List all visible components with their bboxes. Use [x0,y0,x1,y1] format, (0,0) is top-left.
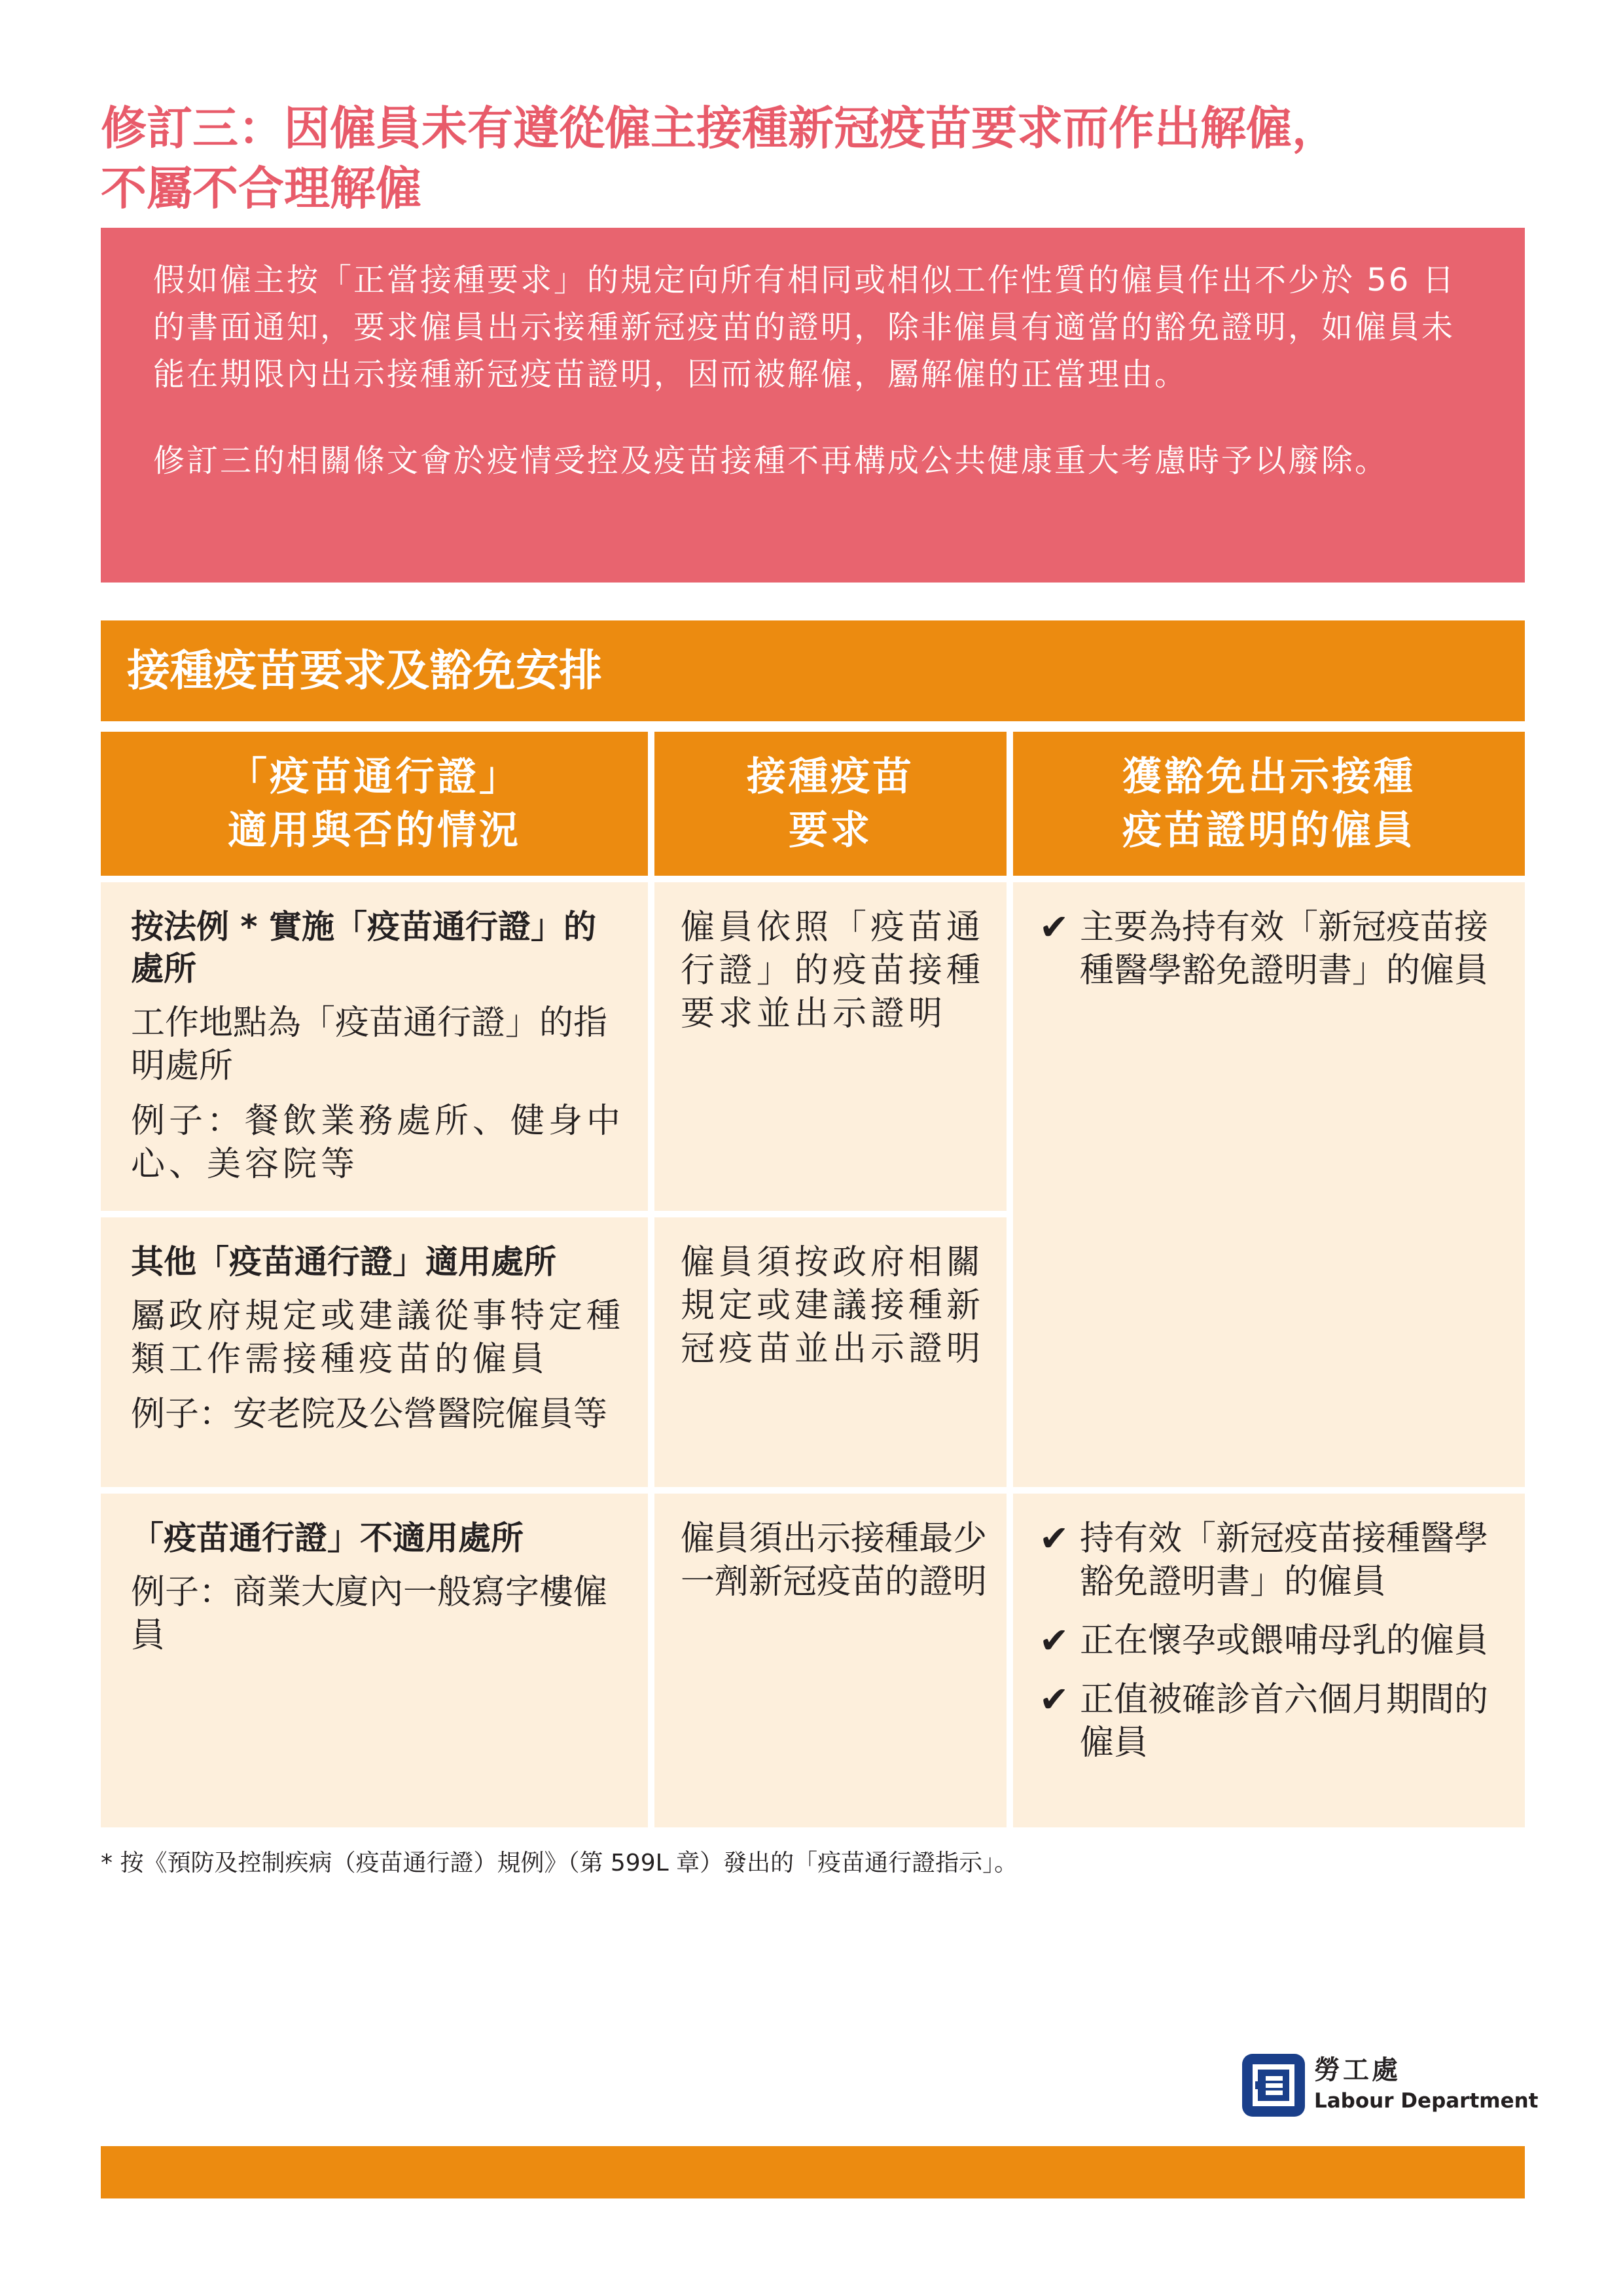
table-row-3-requirement [654,1494,1007,1827]
row-2-title: 其他「疫苗通行證」適用處所 [131,1243,556,1281]
row-2-description: 屬政府規定或建議從事特定種類工作需接種疫苗的僱員 [131,1297,625,1379]
notice-box [101,228,1525,583]
table-header-exemption: 獲豁免出示接種 疫苗證明的僱員 [1013,732,1525,876]
check-icon: ✔ [1039,1679,1069,1720]
notice-paragraph-2: 修訂三的相關條文會於疫情受控及疫苗接種不再構成公共健康重大考慮時予以廢除。 [153,442,1389,479]
row-1-requirement-text: 僱員依照「疫苗通行證」的疫苗接種要求並出示證明 [681,908,985,1033]
table-header-situation: 「疫苗通行證」 適用與否的情況 [101,732,648,876]
row-2-requirement-text: 僱員須按政府相關規定或建議接種新冠疫苗並出示證明 [681,1243,985,1369]
exemption-item: ✔ 正在懷孕或餵哺母乳的僱員 [1039,1620,1489,1661]
exemption-item: ✔ 主要為持有效「新冠疫苗接種醫學豁免證明書」的僱員 [1039,906,1489,990]
row-3-requirement-text: 僱員須出示接種最少一劑新冠疫苗的證明 [681,1519,988,1602]
heading-line-2: 不屬不合理解僱 [101,162,421,215]
table-header-requirement: 接種疫苗 要求 [654,732,1007,876]
table-row-2-requirement [654,1217,1007,1487]
row-3-title: 「疫苗通行證」不適用處所 [131,1519,524,1557]
logo-name-en: Labour Department [1314,2089,1539,2113]
table-row-1-requirement [654,882,1007,1211]
check-icon: ✔ [1039,906,1069,948]
page-heading [101,98,1527,219]
labour-department-logo [1242,2054,1539,2119]
table-exemption-cell-1 [1013,882,1525,1487]
table-row-2-situation [101,1217,648,1487]
table-row-1-situation [101,882,648,1211]
check-icon: ✔ [1039,1620,1069,1661]
section-title: 接種疫苗要求及豁免安排 [101,620,1525,721]
labour-department-emblem-icon [1242,2054,1305,2117]
row-3-example: 例子：商業大廈內一般寫字樓僱員 [131,1573,608,1655]
heading-line-1: 修訂三：因僱員未有遵從僱主接種新冠疫苗要求而作出解僱， [101,101,1338,155]
exemption-item: ✔ 正值被確診首六個月期間的僱員 [1039,1679,1489,1763]
row-1-title: 按法例 * 實施「疫苗通行證」的處所 [131,908,596,988]
bottom-bar [101,2146,1525,2198]
table-exemption-cell-2 [1013,1494,1525,1827]
row-2-example: 例子：安老院及公營醫院僱員等 [131,1395,608,1434]
exemption-item: ✔ 持有效「新冠疫苗接種醫學豁免證明書」的僱員 [1039,1518,1489,1602]
check-icon: ✔ [1039,1518,1069,1559]
table-row-3-situation [101,1494,648,1827]
notice-paragraph-1: 假如僱主按「正當接種要求」的規定向所有相同或相似工作性質的僱員作出不少於 56 日的書面通知，要求僱員出示接種新冠疫苗的證明，除非僱員有適當的豁免證明，如僱員未能在期限內出示接種新冠疫苗證明，因而被解僱，屬解僱的正當理由。 [153,262,1456,393]
logo-name-zh: 勞工處 [1314,2055,1400,2085]
row-1-example: 例子：餐飲業務處所、健身中心、美容院等 [131,1102,625,1184]
row-1-description: 工作地點為「疫苗通行證」的指明處所 [131,1003,608,1086]
footnote: * 按《預防及控制疾病（疫苗通行證）規例》（第 599L 章）發出的「疫苗通行證指示」。 [101,1850,1018,1876]
